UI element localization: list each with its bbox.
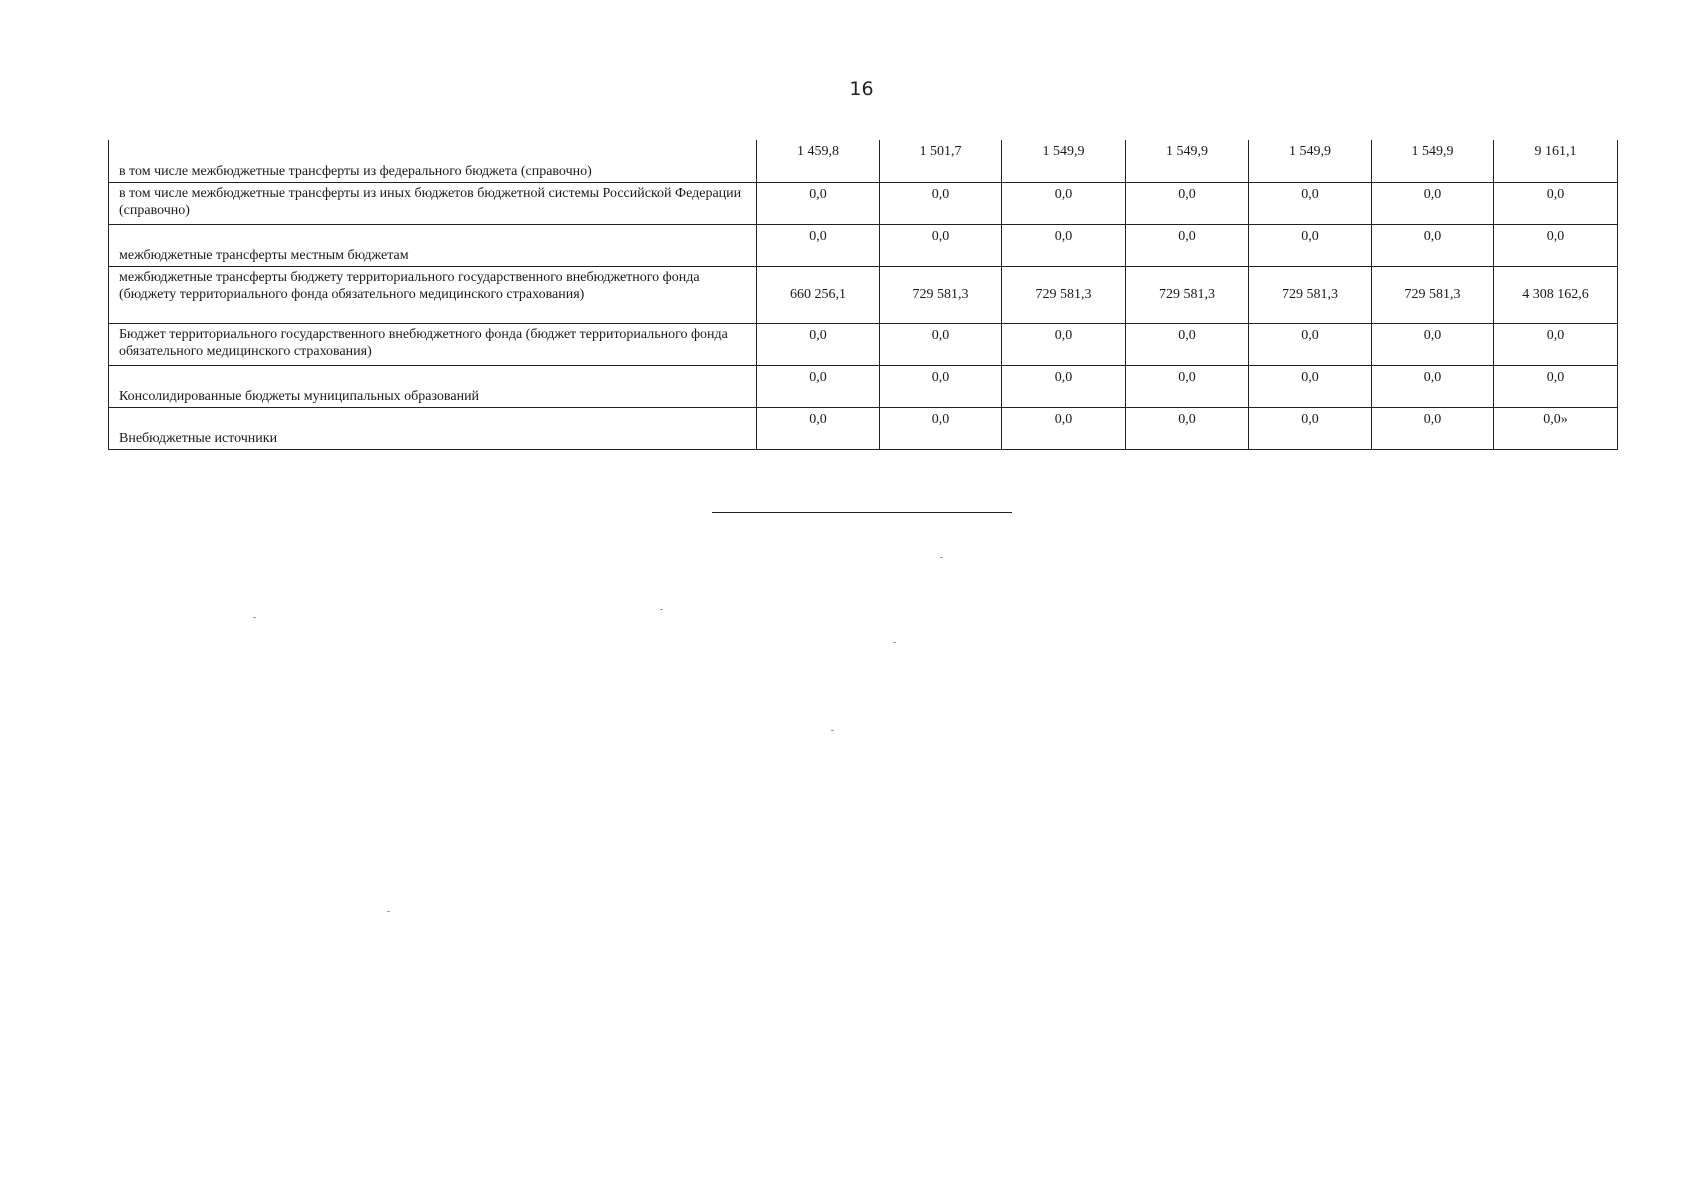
value-cell: 1 459,8 xyxy=(757,140,880,182)
value-cell: 0,0 xyxy=(880,182,1002,224)
value-cell: 729 581,3 xyxy=(1372,266,1494,323)
value-cell: 0,0 xyxy=(757,182,880,224)
value-cell: 0,0 xyxy=(757,323,880,365)
value-cell: 0,0 xyxy=(1126,365,1249,407)
row-label: Внебюджетные источники xyxy=(109,407,757,449)
value-cell: 0,0 xyxy=(1249,323,1372,365)
value-cell: 729 581,3 xyxy=(1126,266,1249,323)
value-cell: 0,0 xyxy=(880,365,1002,407)
value-cell: 0,0 xyxy=(1002,365,1126,407)
value-cell: 0,0» xyxy=(1494,407,1618,449)
value-cell: 0,0 xyxy=(1494,224,1618,266)
scan-speck xyxy=(893,642,896,643)
table-row xyxy=(109,266,1618,323)
value-cell: 729 581,3 xyxy=(880,266,1002,323)
value-cell: 0,0 xyxy=(1126,224,1249,266)
value-cell: 1 549,9 xyxy=(1249,140,1372,182)
table-row xyxy=(109,365,1618,407)
value-cell: 0,0 xyxy=(757,407,880,449)
row-label: в том числе межбюджетные трансферты из иных бюджетов бюджетной системы Российской Федерации (справочно) xyxy=(109,182,757,224)
table-row xyxy=(109,140,1618,182)
value-cell: 0,0 xyxy=(757,224,880,266)
value-cell: 0,0 xyxy=(880,323,1002,365)
end-of-document-rule xyxy=(712,512,1012,513)
value-cell: 0,0 xyxy=(1249,224,1372,266)
value-cell: 0,0 xyxy=(1126,407,1249,449)
value-cell: 1 549,9 xyxy=(1126,140,1249,182)
value-cell: 0,0 xyxy=(1002,182,1126,224)
scan-speck xyxy=(940,557,943,558)
value-cell: 0,0 xyxy=(1249,182,1372,224)
row-label: Консолидированные бюджеты муниципальных образований xyxy=(109,365,757,407)
table-row xyxy=(109,182,1618,224)
value-cell: 0,0 xyxy=(1002,323,1126,365)
value-cell: 9 161,1 xyxy=(1494,140,1618,182)
value-cell: 1 501,7 xyxy=(880,140,1002,182)
value-cell: 0,0 xyxy=(1249,365,1372,407)
scan-speck xyxy=(831,730,834,731)
table-row xyxy=(109,407,1618,449)
value-cell: 0,0 xyxy=(1372,182,1494,224)
value-cell: 0,0 xyxy=(880,224,1002,266)
table-row xyxy=(109,323,1618,365)
value-cell: 0,0 xyxy=(1494,182,1618,224)
value-cell: 0,0 xyxy=(880,407,1002,449)
value-cell: 0,0 xyxy=(1002,407,1126,449)
page-number: 16 xyxy=(849,78,874,100)
row-label: в том числе межбюджетные трансферты из федерального бюджета (справочно) xyxy=(109,140,757,182)
scan-speck xyxy=(253,617,256,618)
value-cell: 0,0 xyxy=(757,365,880,407)
value-cell: 0,0 xyxy=(1494,365,1618,407)
value-cell: 660 256,1 xyxy=(757,266,880,323)
value-cell: 0,0 xyxy=(1372,365,1494,407)
value-cell: 0,0 xyxy=(1126,323,1249,365)
row-label: межбюджетные трансферты местным бюджетам xyxy=(109,224,757,266)
value-cell: 0,0 xyxy=(1372,224,1494,266)
row-label: межбюджетные трансферты бюджету территориального государственного внебюджетного фонда (бюджету территориального фонда обязательного медицинского страхования) xyxy=(109,266,757,323)
scan-speck xyxy=(387,911,390,912)
value-cell: 0,0 xyxy=(1372,407,1494,449)
value-cell: 0,0 xyxy=(1494,323,1618,365)
value-cell: 1 549,9 xyxy=(1002,140,1126,182)
value-cell: 729 581,3 xyxy=(1002,266,1126,323)
row-label: Бюджет территориального государственного внебюджетного фонда (бюджет территориального фонда обязательного медицинского страхования) xyxy=(109,323,757,365)
value-cell: 1 549,9 xyxy=(1372,140,1494,182)
budget-table xyxy=(108,140,1618,450)
value-cell: 0,0 xyxy=(1126,182,1249,224)
scan-speck xyxy=(660,609,663,610)
value-cell: 0,0 xyxy=(1002,224,1126,266)
table-row xyxy=(109,224,1618,266)
value-cell: 0,0 xyxy=(1249,407,1372,449)
value-cell: 4 308 162,6 xyxy=(1494,266,1618,323)
value-cell: 729 581,3 xyxy=(1249,266,1372,323)
value-cell: 0,0 xyxy=(1372,323,1494,365)
